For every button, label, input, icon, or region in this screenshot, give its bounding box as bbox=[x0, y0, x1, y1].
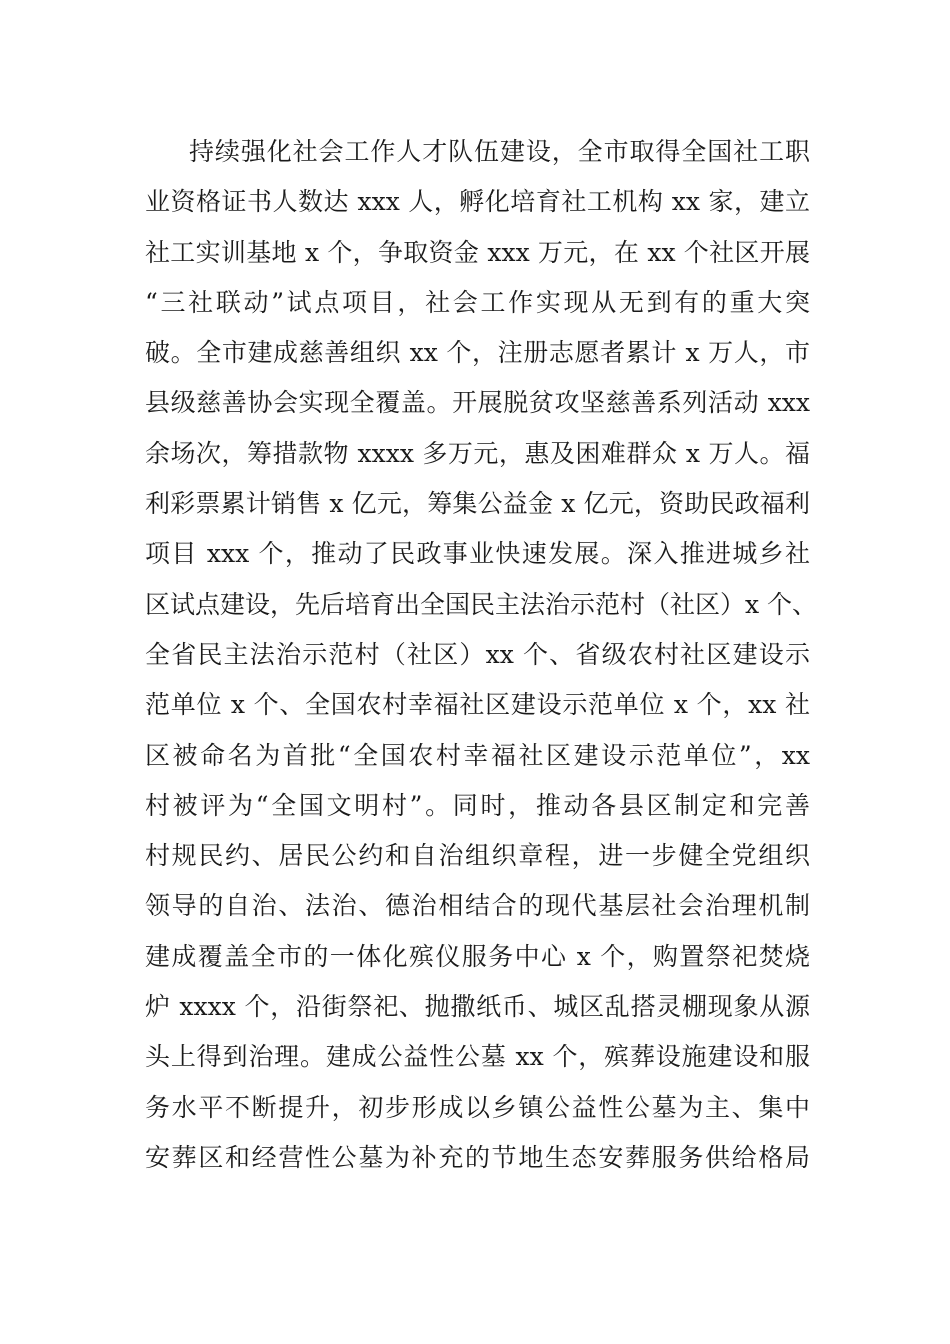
text-line: 社工实训基地 x 个，争取资金 xxx 万元，在 xx 个社区开展 bbox=[145, 237, 810, 267]
text-line: 领导的自治、法治、德治相结合的现代基层社会治理机制 bbox=[145, 891, 810, 921]
text-line: “三社联动”试点项目，社会工作实现从无到有的重大突 bbox=[145, 287, 810, 317]
text-line: 范单位 x 个、全国农村幸福社区建设示范单位 x 个，xx 社 bbox=[145, 690, 810, 720]
text-line: 持续强化社会工作人才队伍建设，全市取得全国社工职 bbox=[189, 137, 810, 166]
text-line: 项目 xxx 个，推动了民政事业快速发展。深入推进城乡社 bbox=[145, 539, 810, 569]
text-line: 建成覆盖全市的一体化殡仪服务中心 x 个，购置祭祀焚烧 bbox=[145, 941, 810, 971]
text-line: 村被评为“全国文明村”。同时，推动各县区制定和完善 bbox=[145, 790, 810, 820]
text-line: 业资格证书人数达 xxx 人，孵化培育社工机构 xx 家，建立 bbox=[145, 187, 810, 217]
text-line: 炉 xxxx 个，沿街祭祀、抛撒纸币、城区乱搭灵棚现象从源 bbox=[145, 992, 810, 1022]
text-line: 务水平不断提升，初步形成以乡镇公益性公墓为主、集中 bbox=[145, 1092, 810, 1122]
text-line: 利彩票累计销售 x 亿元，筹集公益金 x 亿元，资助民政福利 bbox=[145, 489, 810, 519]
text-line: 区试点建设，先后培育出全国民主法治示范村（社区）x 个、 bbox=[145, 589, 818, 619]
text-line: 村规民约、居民公约和自治组织章程，进一步健全党组织 bbox=[145, 841, 810, 871]
text-line: 破。全市建成慈善组织 xx 个，注册志愿者累计 x 万人，市 bbox=[145, 338, 810, 368]
text-line: 安葬区和经营性公墓为补充的节地生态安葬服务供给格局 bbox=[145, 1142, 810, 1172]
text-line: 余场次，筹措款物 xxxx 多万元，惠及困难群众 x 万人。福 bbox=[145, 438, 810, 468]
text-line: 全省民主法治示范村（社区）xx 个、省级农村社区建设示 bbox=[145, 639, 810, 669]
text-line: 区被命名为首批“全国农村幸福社区建设示范单位”，xx bbox=[145, 740, 810, 770]
text-line: 头上得到治理。建成公益性公墓 xx 个，殡葬设施建设和服 bbox=[145, 1042, 810, 1072]
body-paragraph bbox=[145, 127, 818, 1183]
text-line: 县级慈善协会实现全覆盖。开展脱贫攻坚慈善系列活动 xxx bbox=[145, 388, 810, 418]
